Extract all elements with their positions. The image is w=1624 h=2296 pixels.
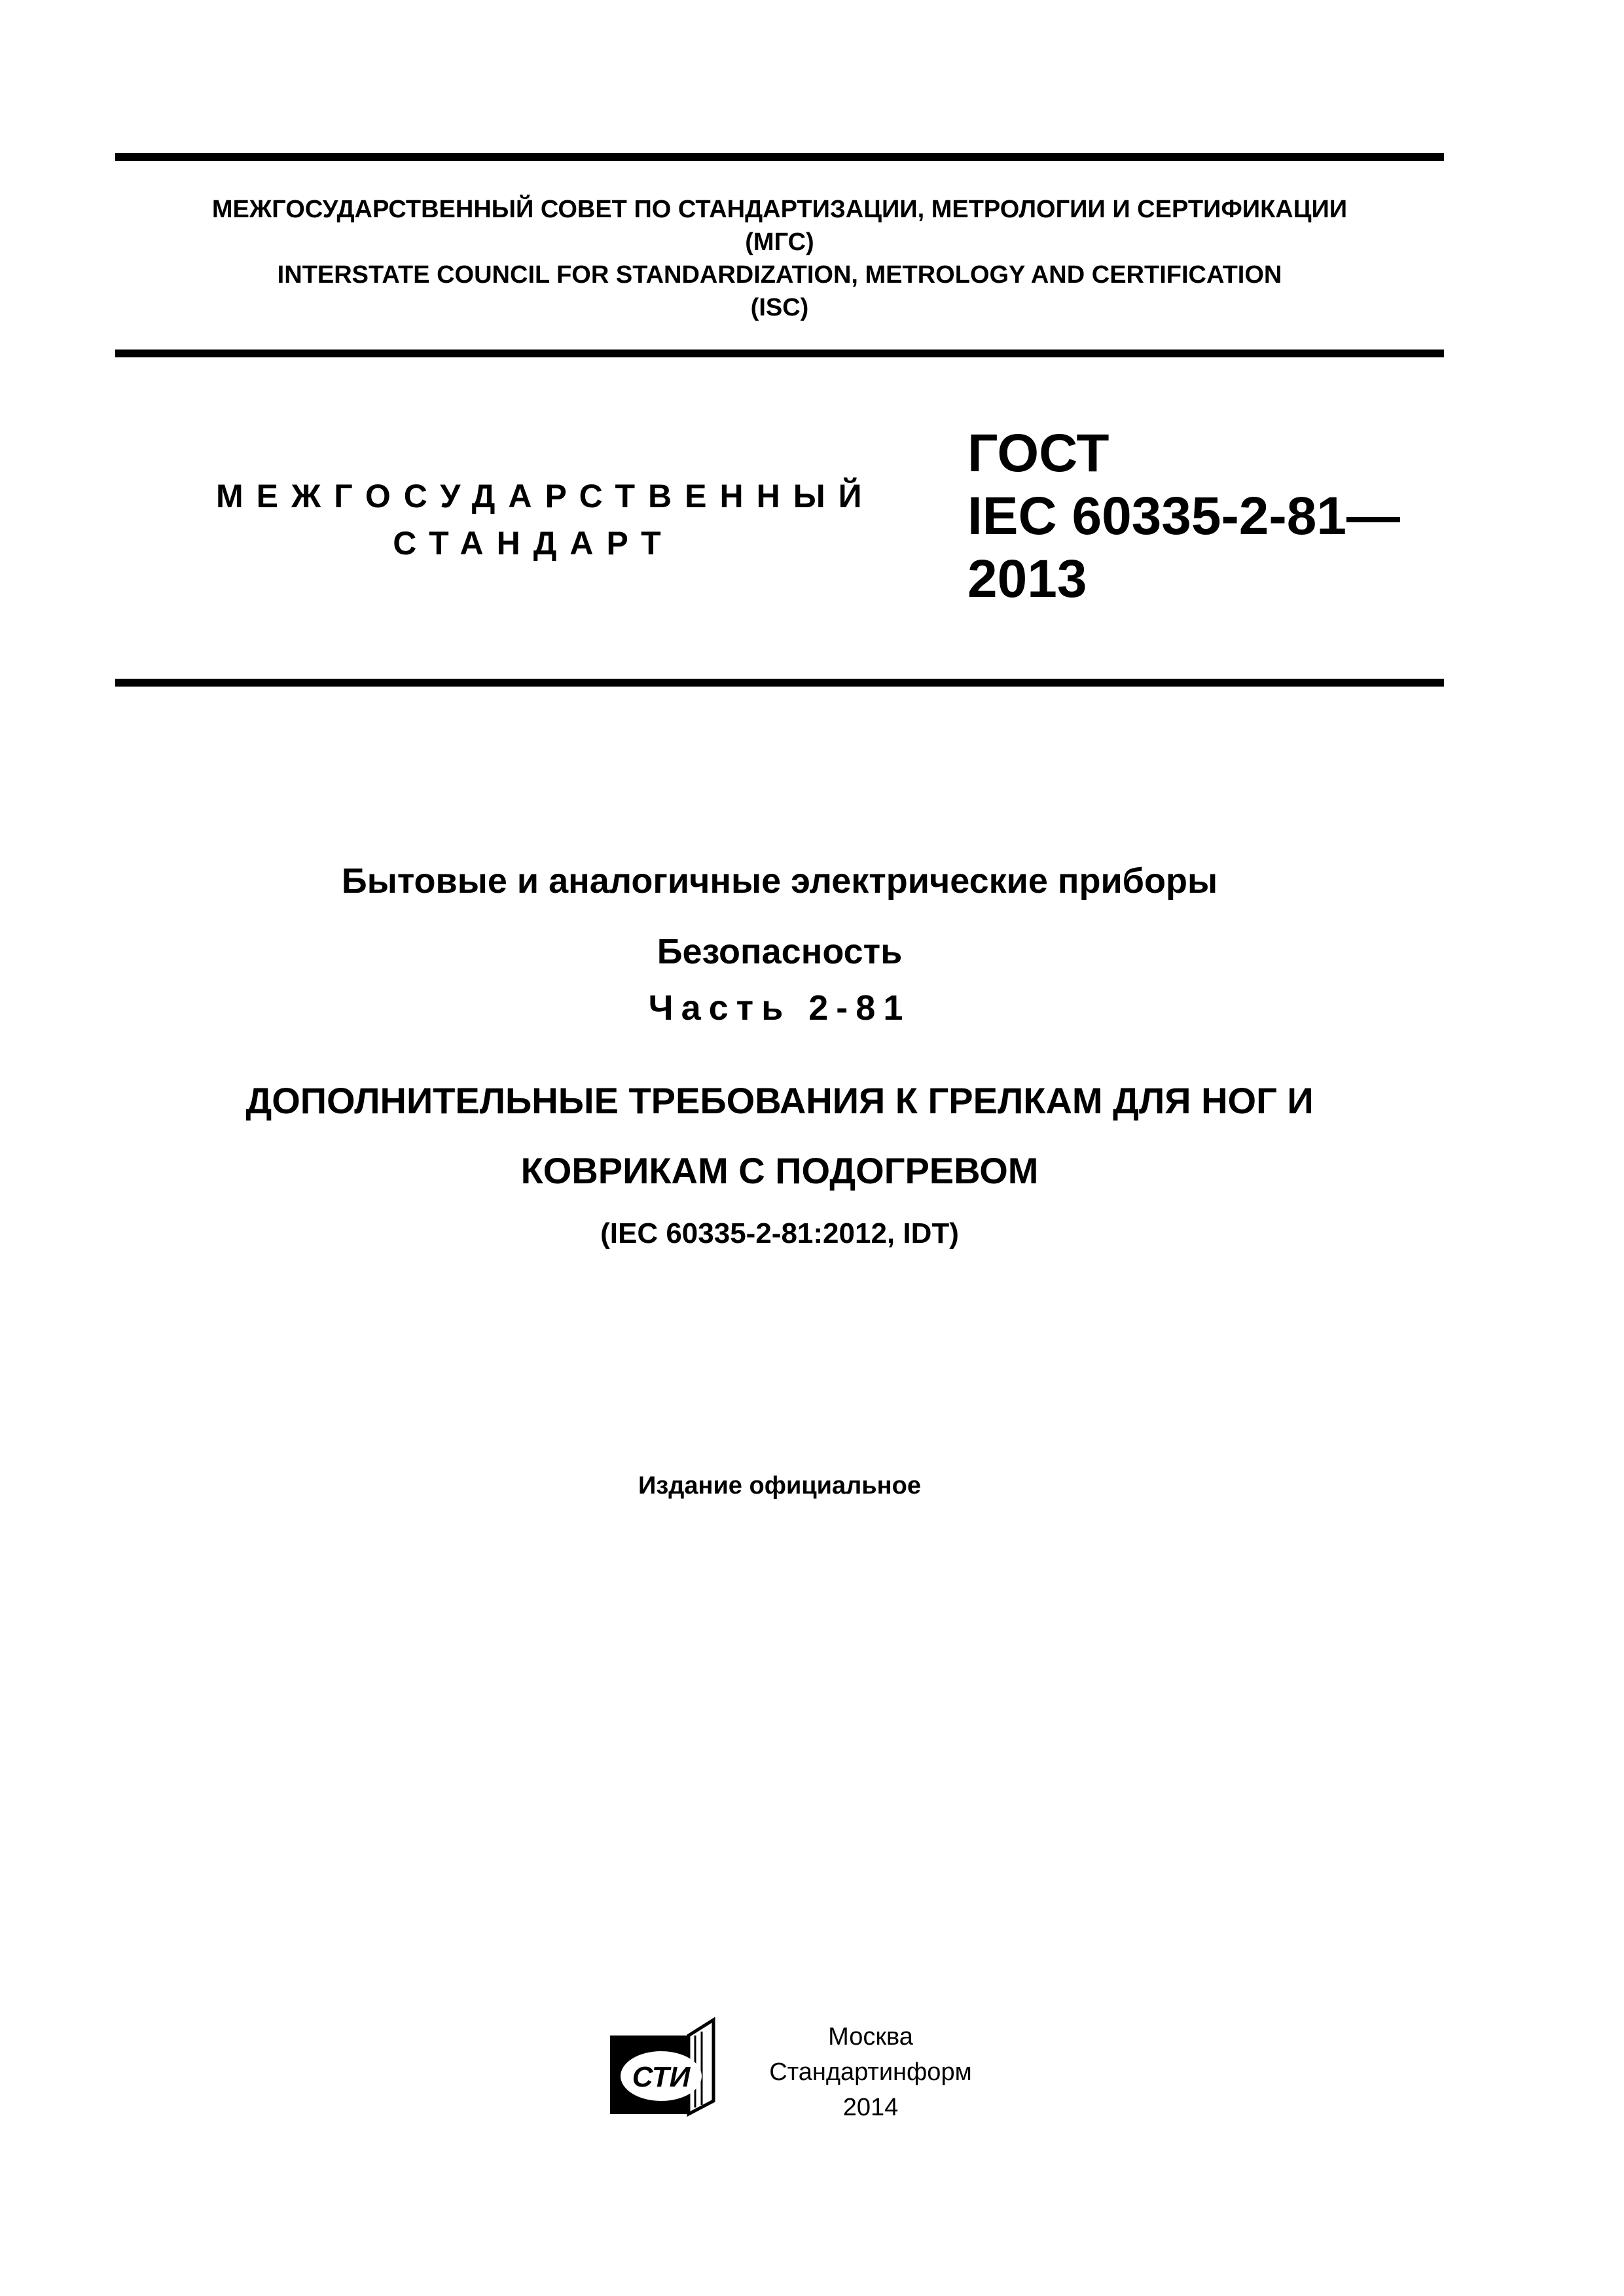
standartinform-logo-icon bbox=[609, 2016, 720, 2121]
council-abbr-ru: (МГС) bbox=[745, 228, 814, 256]
gost-designation-line1: ГОСТ bbox=[967, 423, 1110, 483]
council-header bbox=[115, 193, 1444, 324]
standard-type-line2: СТАНДАРТ bbox=[393, 525, 674, 562]
requirements-title-line1: ДОПОЛНИТЕЛЬНЫЕ ТРЕБОВАНИЯ К ГРЕЛКАМ ДЛЯ НОГ И bbox=[245, 1080, 1314, 1121]
council-name-en: INTERSTATE COUNCIL FOR STANDARDIZATION, METROLOGY AND CERTIFICATION bbox=[277, 261, 1282, 289]
header-bottom-rule bbox=[115, 350, 1444, 357]
requirements-title-line2: КОВРИКАМ С ПОДОГРЕВОМ bbox=[520, 1150, 1039, 1191]
imprint-publisher: Стандартинформ bbox=[769, 2058, 972, 2086]
council-name-ru: МЕЖГОСУДАРСТВЕННЫЙ СОВЕТ ПО СТАНДАРТИЗАЦИИ, МЕТРОЛОГИИ И СЕРТИФИКАЦИИ bbox=[211, 196, 1348, 223]
council-abbr-en: (ISC) bbox=[750, 294, 809, 321]
document-title-line2: Безопасность bbox=[657, 932, 903, 971]
document-title-line1: Бытовые и аналогичные электрические приборы bbox=[341, 861, 1218, 901]
gost-designation bbox=[967, 422, 1400, 611]
edition-note bbox=[115, 1466, 1444, 1505]
iec-reference bbox=[115, 1211, 1444, 1257]
publisher-imprint bbox=[733, 2019, 1008, 2125]
iec-reference-text: (IEC 60335-2-81:2012, IDT) bbox=[600, 1217, 959, 1249]
designation-bottom-rule bbox=[115, 679, 1444, 687]
top-rule bbox=[115, 153, 1444, 161]
gost-designation-line3: 2013 bbox=[967, 549, 1087, 609]
standard-type-label bbox=[216, 473, 875, 567]
imprint-city: Москва bbox=[828, 2023, 913, 2051]
gost-designation-line2: IEC 60335-2-81— bbox=[967, 486, 1400, 546]
imprint-year: 2014 bbox=[842, 2094, 899, 2121]
document-part-label: Часть 2-81 bbox=[648, 988, 911, 1028]
logo-lettering: СТИ bbox=[632, 2061, 691, 2093]
standard-type-line1: МЕЖГОСУДАРСТВЕННЫЙ bbox=[216, 478, 875, 514]
document-part bbox=[115, 982, 1444, 1034]
requirements-title bbox=[115, 1066, 1444, 1206]
edition-note-text: Издание официальное bbox=[638, 1472, 921, 1499]
document-title bbox=[115, 846, 1444, 987]
